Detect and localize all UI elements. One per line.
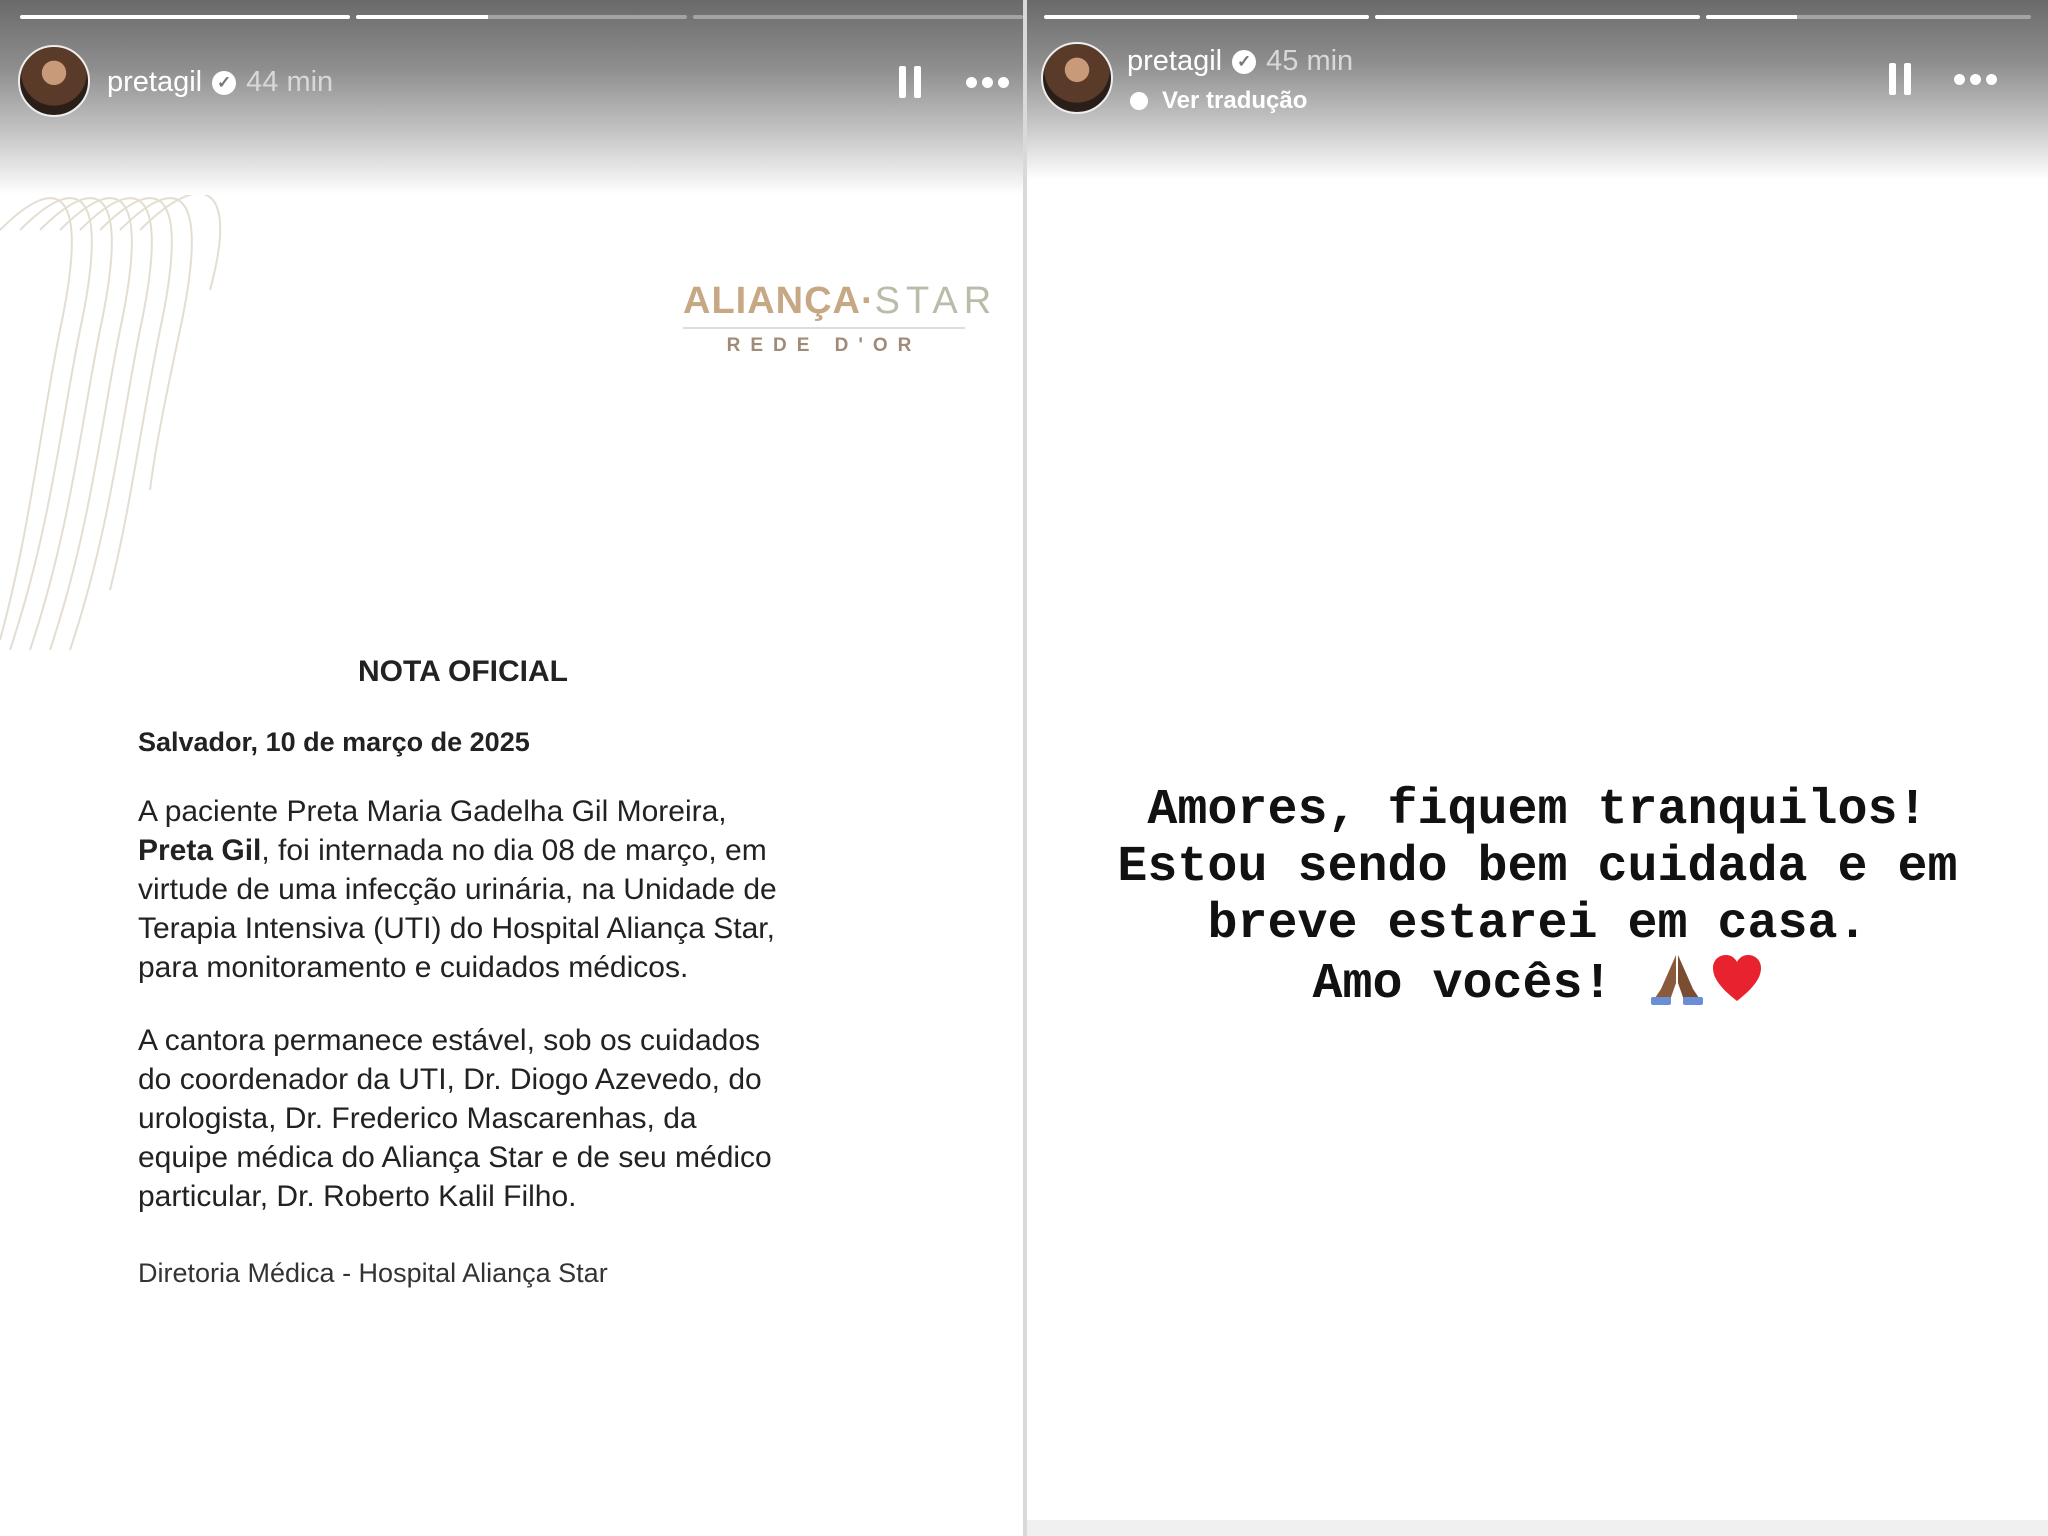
story-left[interactable] xyxy=(0,0,1023,1536)
more-options-button[interactable] xyxy=(966,77,1009,88)
message-text: Amo vocês! xyxy=(1312,956,1613,1013)
note-date: Salvador, 10 de março de 2025 xyxy=(138,727,530,757)
text-line: urologista, Dr. Frederico Mascarenhas, da xyxy=(138,1102,697,1135)
progress-segment xyxy=(356,15,686,19)
text-line: virtude de uma infecção urinária, na Unidade de xyxy=(138,873,777,906)
story-progress xyxy=(1044,15,2031,19)
story-right[interactable] xyxy=(1027,0,2048,1536)
timestamp: 45 min xyxy=(1266,45,1354,77)
note-signature: Diretoria Médica - Hospital Aliança Star xyxy=(138,1258,608,1288)
message-line xyxy=(1027,953,2048,1021)
username[interactable]: pretagil xyxy=(107,66,203,98)
progress-segment xyxy=(1706,15,2031,19)
timestamp: 44 min xyxy=(246,66,334,98)
story-header xyxy=(1127,45,1353,78)
text-line: particular, Dr. Roberto Kalil Filho. xyxy=(138,1180,577,1213)
avatar[interactable] xyxy=(18,45,90,117)
verified-badge-icon: ✓ xyxy=(1232,50,1256,74)
logo-subtext: REDE D'OR xyxy=(726,335,922,356)
username[interactable]: pretagil xyxy=(1127,45,1223,77)
text-line: A cantora permanece estável, sob os cuidados xyxy=(138,1024,761,1057)
text-line: para monitoramento e cuidados médicos. xyxy=(138,951,689,984)
story-header xyxy=(107,66,333,99)
translate-label: Ver tradução xyxy=(1162,87,1308,114)
translate-icon xyxy=(1130,92,1148,110)
verified-badge-icon: ✓ xyxy=(212,71,236,95)
text-line xyxy=(138,831,938,870)
progress-segment xyxy=(693,15,1023,19)
text-line: Terapia Intensiva (UTI) do Hospital Aliança Star, xyxy=(138,912,775,945)
avatar[interactable] xyxy=(1041,42,1113,114)
pause-button[interactable] xyxy=(899,66,921,98)
progress-segment xyxy=(1375,15,1700,19)
message-line: breve estarei em casa. xyxy=(1207,896,1868,953)
see-translation-link[interactable] xyxy=(1130,87,1307,115)
pause-button[interactable] xyxy=(1889,63,1911,95)
story-message xyxy=(1027,782,2048,1021)
story-progress xyxy=(20,15,1023,19)
logo-text: ALIANÇA· xyxy=(683,280,875,322)
patient-name: Preta Gil xyxy=(138,834,262,867)
red-heart-icon xyxy=(1711,953,1763,1021)
more-options-button[interactable] xyxy=(1954,74,1997,85)
bottom-strip xyxy=(1027,1520,2048,1536)
text-line: equipe médica do Aliança Star e de seu médico xyxy=(138,1141,772,1174)
text-line: A paciente Preta Maria Gadelha Gil Moreira, xyxy=(138,795,727,828)
decorative-curves xyxy=(0,170,250,650)
hospital-logo xyxy=(683,280,998,357)
official-note xyxy=(138,655,938,1289)
text-line: do coordenador da UTI, Dr. Diogo Azevedo, do xyxy=(138,1063,762,1096)
folded-hands-icon xyxy=(1649,953,1705,1021)
text-fragment: , foi internada no dia 08 de março, em xyxy=(261,834,767,867)
logo-text: STAR xyxy=(874,280,998,322)
message-line: Amores, fiquem tranquilos! xyxy=(1147,782,1928,839)
note-paragraph-2 xyxy=(138,1021,938,1216)
message-line: Estou sendo bem cuidada e em xyxy=(1117,839,1958,896)
progress-segment xyxy=(20,15,350,19)
note-paragraph-1 xyxy=(138,792,938,987)
note-title: NOTA OFICIAL xyxy=(358,655,568,688)
progress-segment xyxy=(1044,15,1369,19)
